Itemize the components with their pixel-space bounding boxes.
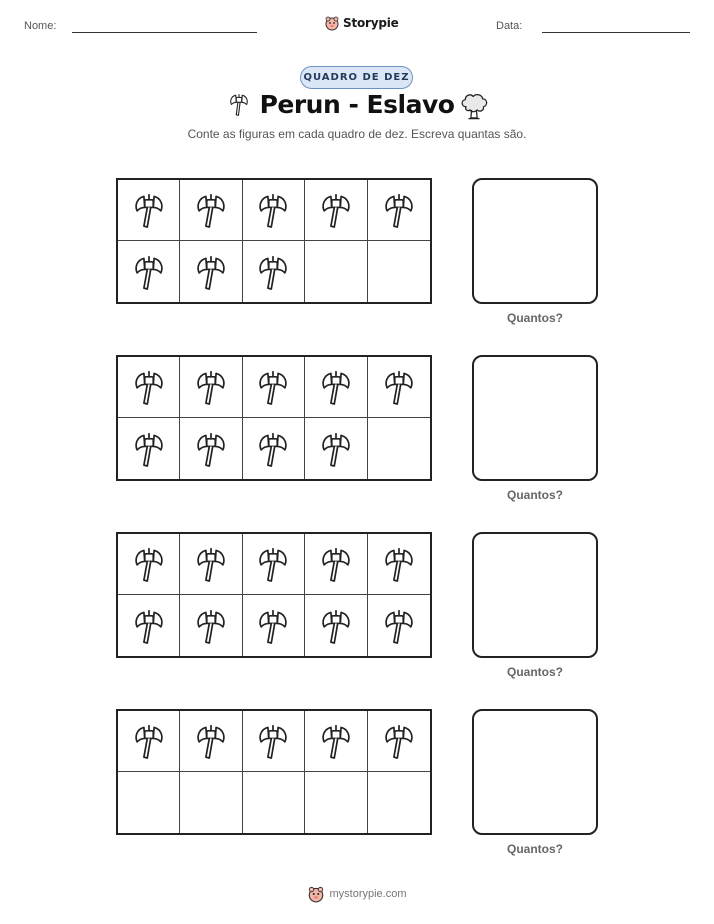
battle-axe-icon — [319, 721, 353, 761]
battle-axe-icon — [194, 367, 228, 407]
answer-label: Quantos? — [507, 842, 563, 856]
frame-cell-filled — [118, 418, 180, 479]
battle-axe-icon — [319, 429, 353, 469]
battle-axe-icon — [132, 252, 166, 292]
battle-axe-icon — [319, 606, 353, 646]
frame-cell-filled — [118, 711, 180, 772]
oak-tree-icon — [458, 91, 490, 121]
frame-cell-filled — [305, 180, 367, 241]
battle-axe-icon — [194, 606, 228, 646]
battle-axe-icon — [132, 606, 166, 646]
frame-cell-filled — [118, 241, 180, 302]
battle-axe-icon — [382, 606, 416, 646]
frame-cell-filled — [368, 180, 430, 241]
ten-frame — [116, 709, 432, 835]
frame-cell-filled — [305, 534, 367, 595]
battle-axe-icon — [382, 367, 416, 407]
footer-website[interactable]: mystorypie.com — [329, 888, 407, 900]
battle-axe-icon — [132, 190, 166, 230]
frame-cell-empty — [305, 241, 367, 302]
frame-cell-filled — [118, 357, 180, 418]
mascot-icon — [307, 885, 325, 903]
battle-axe-icon — [194, 252, 228, 292]
frame-cell-filled — [368, 534, 430, 595]
frame-cell-filled — [180, 241, 242, 302]
frame-cell-filled — [118, 180, 180, 241]
footer — [0, 885, 714, 903]
frame-cell-empty — [243, 772, 305, 833]
frame-cell-filled — [243, 711, 305, 772]
battle-axe-icon — [256, 721, 290, 761]
answer-box[interactable] — [472, 178, 598, 304]
frame-cell-filled — [243, 357, 305, 418]
frame-cell-filled — [180, 357, 242, 418]
frame-cell-filled — [305, 357, 367, 418]
frame-cell-filled — [368, 595, 430, 656]
battle-axe-icon — [132, 721, 166, 761]
frame-cell-filled — [243, 595, 305, 656]
frame-cell-filled — [180, 534, 242, 595]
frame-cell-empty — [180, 772, 242, 833]
battle-axe-icon — [256, 606, 290, 646]
mascot-icon — [324, 15, 340, 31]
answer-box[interactable] — [472, 532, 598, 658]
battle-axe-icon — [382, 544, 416, 584]
date-line[interactable] — [542, 32, 690, 33]
battle-axe-icon — [132, 544, 166, 584]
frame-cell-empty — [368, 418, 430, 479]
answer-label: Quantos? — [507, 311, 563, 325]
frame-cell-filled — [243, 418, 305, 479]
frame-cell-filled — [305, 595, 367, 656]
battle-axe-icon — [256, 252, 290, 292]
page-title: Perun - Eslavo — [259, 90, 455, 119]
ten-frame — [116, 532, 432, 658]
answer-label: Quantos? — [507, 488, 563, 502]
date-label: Data: — [496, 20, 523, 32]
answer-box[interactable] — [472, 355, 598, 481]
battle-axe-icon — [256, 429, 290, 469]
battle-axe-icon — [382, 190, 416, 230]
worksheet-type-badge: QUADRO DE DEZ — [300, 66, 413, 89]
frame-cell-filled — [180, 180, 242, 241]
frame-cell-empty — [305, 772, 367, 833]
frame-cell-filled — [368, 357, 430, 418]
battle-axe-icon — [256, 190, 290, 230]
frame-cell-filled — [118, 595, 180, 656]
frame-cell-empty — [118, 772, 180, 833]
frame-cell-filled — [305, 418, 367, 479]
battle-axe-icon — [194, 544, 228, 584]
frame-cell-filled — [243, 180, 305, 241]
frame-cell-filled — [180, 595, 242, 656]
battle-axe-icon — [382, 721, 416, 761]
battle-axe-icon — [256, 544, 290, 584]
instructions: Conte as figuras em cada quadro de dez. Escreva quantas são. — [187, 127, 527, 141]
ten-frame — [116, 355, 432, 481]
name-line[interactable] — [72, 32, 257, 33]
frame-cell-filled — [368, 711, 430, 772]
frame-cell-filled — [243, 241, 305, 302]
brand-name: Storypie — [343, 16, 399, 30]
answer-label: Quantos? — [507, 665, 563, 679]
battle-axe-icon — [319, 544, 353, 584]
battle-axe-icon — [319, 367, 353, 407]
battle-axe-icon — [194, 190, 228, 230]
battle-axe-icon — [256, 367, 290, 407]
battle-axe-icon — [319, 190, 353, 230]
frame-cell-filled — [180, 418, 242, 479]
frame-cell-filled — [305, 711, 367, 772]
frame-cell-empty — [368, 241, 430, 302]
frame-cell-filled — [118, 534, 180, 595]
answer-box[interactable] — [472, 709, 598, 835]
battle-axe-icon — [132, 367, 166, 407]
frame-cell-empty — [368, 772, 430, 833]
frame-cell-filled — [243, 534, 305, 595]
name-label: Nome: — [24, 20, 57, 32]
ten-frame — [116, 178, 432, 304]
frame-cell-filled — [180, 711, 242, 772]
battle-axe-icon — [194, 429, 228, 469]
brand-logo — [324, 13, 399, 33]
battle-axe-icon — [132, 429, 166, 469]
battle-axe-icon — [194, 721, 228, 761]
